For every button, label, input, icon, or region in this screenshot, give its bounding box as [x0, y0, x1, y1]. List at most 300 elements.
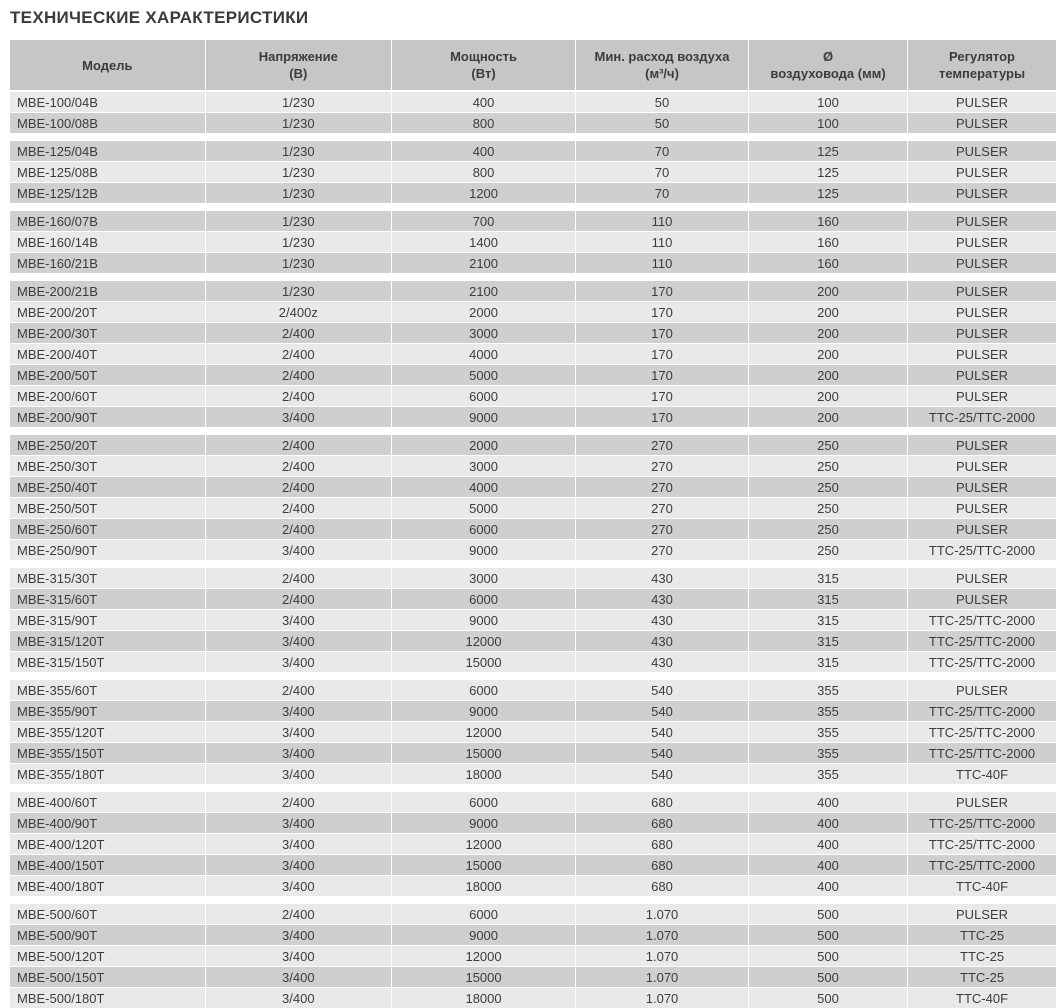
cell-diameter: 200 — [749, 365, 907, 385]
cell-airflow: 170 — [576, 302, 748, 322]
table-row — [10, 92, 1051, 112]
table-row — [10, 792, 1051, 812]
cell-diameter: 160 — [749, 253, 907, 273]
table-row — [10, 498, 1051, 518]
cell-airflow: 430 — [576, 631, 748, 651]
cell-voltage: 2/400 — [206, 365, 391, 385]
cell-model: MBE-355/120T — [10, 722, 205, 742]
cell-voltage: 2/400 — [206, 792, 391, 812]
table-row — [10, 925, 1051, 945]
table-body — [10, 92, 1051, 1008]
cell-power: 700 — [392, 211, 575, 231]
cell-diameter: 200 — [749, 344, 907, 364]
table-row — [10, 722, 1051, 742]
cell-regulator: TTC-25/TTC-2000 — [908, 722, 1056, 742]
column-header-regulator-line: Регулятор — [949, 49, 1016, 64]
cell-regulator: PULSER — [908, 253, 1056, 273]
column-header-airflow-line: (м³/ч) — [645, 66, 679, 81]
cell-voltage: 3/400 — [206, 813, 391, 833]
cell-voltage: 3/400 — [206, 967, 391, 987]
table-row — [10, 813, 1051, 833]
table-row — [10, 365, 1051, 385]
cell-model: MBE-315/150T — [10, 652, 205, 672]
cell-voltage: 1/230 — [206, 232, 391, 252]
table-row — [10, 946, 1051, 966]
column-header-diameter — [749, 40, 907, 90]
cell-airflow: 110 — [576, 253, 748, 273]
cell-regulator: PULSER — [908, 477, 1056, 497]
cell-regulator: PULSER — [908, 456, 1056, 476]
cell-diameter: 315 — [749, 568, 907, 588]
table-row — [10, 540, 1051, 560]
table-row — [10, 281, 1051, 301]
cell-power: 6000 — [392, 792, 575, 812]
cell-regulator: PULSER — [908, 162, 1056, 182]
cell-airflow: 680 — [576, 813, 748, 833]
cell-power: 4000 — [392, 344, 575, 364]
cell-diameter: 355 — [749, 764, 907, 784]
table-row — [10, 743, 1051, 763]
cell-voltage: 3/400 — [206, 743, 391, 763]
cell-power: 9000 — [392, 925, 575, 945]
cell-voltage: 3/400 — [206, 988, 391, 1008]
cell-diameter: 400 — [749, 813, 907, 833]
cell-voltage: 1/230 — [206, 253, 391, 273]
cell-airflow: 540 — [576, 680, 748, 700]
cell-regulator: TTC-25/TTC-2000 — [908, 610, 1056, 630]
cell-voltage: 2/400 — [206, 498, 391, 518]
table-row — [10, 834, 1051, 854]
cell-voltage: 2/400 — [206, 435, 391, 455]
page-title: ТЕХНИЧЕСКИЕ ХАРАКТЕРИСТИКИ — [10, 8, 309, 27]
table-row — [10, 701, 1051, 721]
column-header-voltage-line: Напряжение — [258, 49, 338, 64]
cell-model: MBE-400/180T — [10, 876, 205, 896]
table-row — [10, 855, 1051, 875]
cell-regulator: TTC-25/TTC-2000 — [908, 855, 1056, 875]
cell-airflow: 270 — [576, 519, 748, 539]
group-separator — [10, 785, 1051, 792]
cell-regulator: PULSER — [908, 183, 1056, 203]
cell-regulator: PULSER — [908, 680, 1056, 700]
cell-power: 9000 — [392, 701, 575, 721]
cell-power: 15000 — [392, 743, 575, 763]
cell-voltage: 3/400 — [206, 540, 391, 560]
cell-model: MBE-500/180T — [10, 988, 205, 1008]
cell-model: MBE-100/04B — [10, 92, 205, 112]
table-row — [10, 876, 1051, 896]
cell-diameter: 355 — [749, 722, 907, 742]
cell-voltage: 2/400 — [206, 456, 391, 476]
column-header-voltage-line: (В) — [289, 66, 308, 81]
column-header-diameter-line: Ø — [822, 49, 834, 64]
cell-diameter: 315 — [749, 589, 907, 609]
cell-model: MBE-250/60T — [10, 519, 205, 539]
cell-model: MBE-200/20T — [10, 302, 205, 322]
cell-regulator: PULSER — [908, 498, 1056, 518]
column-header-regulator — [908, 40, 1056, 90]
cell-airflow: 540 — [576, 722, 748, 742]
cell-diameter: 250 — [749, 456, 907, 476]
cell-model: MBE-200/30T — [10, 323, 205, 343]
cell-model: MBE-355/150T — [10, 743, 205, 763]
cell-regulator: PULSER — [908, 519, 1056, 539]
cell-power: 2000 — [392, 435, 575, 455]
cell-model: MBE-355/60T — [10, 680, 205, 700]
cell-diameter: 500 — [749, 967, 907, 987]
cell-power: 3000 — [392, 323, 575, 343]
cell-power: 9000 — [392, 610, 575, 630]
cell-airflow: 540 — [576, 701, 748, 721]
cell-voltage: 1/230 — [206, 113, 391, 133]
cell-airflow: 170 — [576, 344, 748, 364]
cell-airflow: 170 — [576, 281, 748, 301]
cell-voltage: 1/230 — [206, 211, 391, 231]
cell-voltage: 3/400 — [206, 610, 391, 630]
cell-voltage: 2/400 — [206, 519, 391, 539]
cell-voltage: 1/230 — [206, 141, 391, 161]
cell-power: 800 — [392, 162, 575, 182]
cell-diameter: 200 — [749, 323, 907, 343]
cell-voltage: 1/230 — [206, 92, 391, 112]
cell-model: MBE-125/04B — [10, 141, 205, 161]
column-header-airflow-line: Мин. расход воздуха — [594, 49, 730, 64]
cell-power: 400 — [392, 141, 575, 161]
table-row — [10, 232, 1051, 252]
cell-diameter: 250 — [749, 498, 907, 518]
cell-voltage: 3/400 — [206, 855, 391, 875]
cell-airflow: 170 — [576, 407, 748, 427]
cell-model: MBE-125/12B — [10, 183, 205, 203]
cell-power: 18000 — [392, 876, 575, 896]
cell-power: 9000 — [392, 540, 575, 560]
cell-airflow: 270 — [576, 498, 748, 518]
cell-airflow: 50 — [576, 113, 748, 133]
cell-power: 6000 — [392, 680, 575, 700]
cell-diameter: 200 — [749, 386, 907, 406]
group-separator — [10, 274, 1051, 281]
column-header-diameter-line: воздуховода (мм) — [770, 66, 886, 81]
cell-power: 6000 — [392, 386, 575, 406]
cell-diameter: 200 — [749, 302, 907, 322]
cell-airflow: 430 — [576, 652, 748, 672]
cell-voltage: 3/400 — [206, 764, 391, 784]
cell-power: 800 — [392, 113, 575, 133]
cell-regulator: PULSER — [908, 435, 1056, 455]
cell-model: MBE-200/21B — [10, 281, 205, 301]
cell-airflow: 70 — [576, 162, 748, 182]
cell-regulator: PULSER — [908, 904, 1056, 924]
cell-model: MBE-250/40T — [10, 477, 205, 497]
cell-airflow: 430 — [576, 568, 748, 588]
cell-regulator: PULSER — [908, 792, 1056, 812]
column-header-voltage — [206, 40, 391, 90]
cell-regulator: TTC-25/TTC-2000 — [908, 813, 1056, 833]
cell-diameter: 315 — [749, 631, 907, 651]
cell-airflow: 110 — [576, 232, 748, 252]
cell-power: 12000 — [392, 722, 575, 742]
group-separator — [10, 673, 1051, 680]
cell-model: MBE-400/120T — [10, 834, 205, 854]
cell-regulator: PULSER — [908, 281, 1056, 301]
cell-voltage: 3/400 — [206, 946, 391, 966]
table-row — [10, 302, 1051, 322]
cell-power: 1400 — [392, 232, 575, 252]
table-row — [10, 477, 1051, 497]
cell-diameter: 315 — [749, 652, 907, 672]
table-row — [10, 988, 1051, 1008]
cell-voltage: 1/230 — [206, 162, 391, 182]
cell-regulator: PULSER — [908, 211, 1056, 231]
cell-diameter: 250 — [749, 435, 907, 455]
cell-diameter: 100 — [749, 113, 907, 133]
cell-model: MBE-400/90T — [10, 813, 205, 833]
table-row — [10, 589, 1051, 609]
cell-model: MBE-315/30T — [10, 568, 205, 588]
cell-voltage: 1/230 — [206, 281, 391, 301]
cell-diameter: 355 — [749, 701, 907, 721]
cell-power: 9000 — [392, 813, 575, 833]
table-row — [10, 162, 1051, 182]
cell-airflow: 680 — [576, 792, 748, 812]
cell-voltage: 3/400 — [206, 652, 391, 672]
cell-airflow: 70 — [576, 141, 748, 161]
cell-regulator: TTC-40F — [908, 876, 1056, 896]
cell-diameter: 315 — [749, 610, 907, 630]
group-separator — [10, 561, 1051, 568]
cell-model: MBE-315/120T — [10, 631, 205, 651]
cell-airflow: 430 — [576, 589, 748, 609]
cell-power: 6000 — [392, 904, 575, 924]
cell-diameter: 400 — [749, 855, 907, 875]
table-row — [10, 113, 1051, 133]
cell-diameter: 500 — [749, 988, 907, 1008]
cell-airflow: 1.070 — [576, 988, 748, 1008]
cell-model: MBE-250/90T — [10, 540, 205, 560]
table-row — [10, 568, 1051, 588]
table-row — [10, 141, 1051, 161]
cell-airflow: 270 — [576, 456, 748, 476]
column-header-power-line: Мощность — [450, 49, 518, 64]
cell-diameter: 160 — [749, 211, 907, 231]
cell-airflow: 1.070 — [576, 925, 748, 945]
table-header-row — [10, 40, 1051, 90]
cell-regulator: TTC-25/TTC-2000 — [908, 540, 1056, 560]
cell-diameter: 500 — [749, 904, 907, 924]
cell-power: 12000 — [392, 631, 575, 651]
cell-regulator: TTC-25/TTC-2000 — [908, 743, 1056, 763]
table-row — [10, 680, 1051, 700]
cell-airflow: 1.070 — [576, 946, 748, 966]
cell-model: MBE-200/90T — [10, 407, 205, 427]
cell-airflow: 170 — [576, 386, 748, 406]
cell-voltage: 2/400 — [206, 568, 391, 588]
cell-model: MBE-125/08B — [10, 162, 205, 182]
cell-voltage: 3/400 — [206, 631, 391, 651]
cell-model: MBE-355/90T — [10, 701, 205, 721]
cell-model: MBE-100/08B — [10, 113, 205, 133]
cell-airflow: 270 — [576, 435, 748, 455]
cell-airflow: 1.070 — [576, 967, 748, 987]
group-separator — [10, 204, 1051, 211]
table-row — [10, 211, 1051, 231]
cell-regulator: PULSER — [908, 92, 1056, 112]
cell-diameter: 200 — [749, 281, 907, 301]
cell-voltage: 2/400 — [206, 386, 391, 406]
cell-voltage: 3/400 — [206, 876, 391, 896]
cell-regulator: PULSER — [908, 365, 1056, 385]
table-row — [10, 253, 1051, 273]
table-row — [10, 323, 1051, 343]
cell-airflow: 70 — [576, 183, 748, 203]
cell-regulator: PULSER — [908, 141, 1056, 161]
cell-diameter: 100 — [749, 92, 907, 112]
cell-airflow: 540 — [576, 743, 748, 763]
cell-regulator: PULSER — [908, 386, 1056, 406]
specifications-table — [10, 40, 1051, 1008]
column-header-power — [392, 40, 575, 90]
table-row — [10, 183, 1051, 203]
table-row — [10, 967, 1051, 987]
cell-diameter: 355 — [749, 680, 907, 700]
cell-regulator: PULSER — [908, 113, 1056, 133]
cell-model: MBE-355/180T — [10, 764, 205, 784]
cell-power: 4000 — [392, 477, 575, 497]
cell-voltage: 3/400 — [206, 701, 391, 721]
cell-regulator: TTC-25/TTC-2000 — [908, 834, 1056, 854]
cell-diameter: 125 — [749, 183, 907, 203]
cell-airflow: 1.070 — [576, 904, 748, 924]
cell-power: 6000 — [392, 519, 575, 539]
cell-diameter: 200 — [749, 407, 907, 427]
table-row — [10, 631, 1051, 651]
cell-power: 15000 — [392, 652, 575, 672]
column-header-power-line: (Вт) — [471, 66, 496, 81]
cell-voltage: 3/400 — [206, 407, 391, 427]
cell-airflow: 270 — [576, 477, 748, 497]
cell-power: 2100 — [392, 253, 575, 273]
cell-voltage: 2/400 — [206, 589, 391, 609]
cell-airflow: 680 — [576, 834, 748, 854]
cell-diameter: 125 — [749, 141, 907, 161]
cell-voltage: 2/400z — [206, 302, 391, 322]
cell-power: 12000 — [392, 946, 575, 966]
cell-voltage: 2/400 — [206, 344, 391, 364]
cell-diameter: 500 — [749, 925, 907, 945]
cell-airflow: 270 — [576, 540, 748, 560]
cell-airflow: 680 — [576, 855, 748, 875]
cell-regulator: PULSER — [908, 568, 1056, 588]
table-row — [10, 904, 1051, 924]
cell-model: MBE-500/90T — [10, 925, 205, 945]
cell-model: MBE-500/120T — [10, 946, 205, 966]
table-row — [10, 344, 1051, 364]
cell-model: MBE-315/60T — [10, 589, 205, 609]
table-row — [10, 456, 1051, 476]
cell-diameter: 250 — [749, 540, 907, 560]
cell-voltage: 2/400 — [206, 323, 391, 343]
table-row — [10, 386, 1051, 406]
column-header-regulator-line: температуры — [938, 66, 1026, 81]
cell-voltage: 3/400 — [206, 925, 391, 945]
cell-airflow: 430 — [576, 610, 748, 630]
cell-regulator: TTC-25/TTC-2000 — [908, 631, 1056, 651]
cell-regulator: TTC-25/TTC-2000 — [908, 652, 1056, 672]
cell-diameter: 250 — [749, 519, 907, 539]
cell-diameter: 400 — [749, 834, 907, 854]
cell-regulator: TTC-25/TTC-2000 — [908, 407, 1056, 427]
cell-power: 12000 — [392, 834, 575, 854]
cell-voltage: 2/400 — [206, 477, 391, 497]
group-separator — [10, 897, 1051, 904]
table-row — [10, 519, 1051, 539]
cell-regulator: TTC-25/TTC-2000 — [908, 701, 1056, 721]
cell-regulator: PULSER — [908, 302, 1056, 322]
cell-model: MBE-500/60T — [10, 904, 205, 924]
cell-airflow: 170 — [576, 365, 748, 385]
cell-power: 5000 — [392, 498, 575, 518]
group-separator — [10, 134, 1051, 141]
cell-model: MBE-250/50T — [10, 498, 205, 518]
cell-power: 18000 — [392, 988, 575, 1008]
cell-regulator: PULSER — [908, 344, 1056, 364]
table-row — [10, 610, 1051, 630]
cell-regulator: PULSER — [908, 232, 1056, 252]
cell-power: 3000 — [392, 568, 575, 588]
table-row — [10, 435, 1051, 455]
cell-voltage: 2/400 — [206, 904, 391, 924]
cell-model: MBE-160/14B — [10, 232, 205, 252]
cell-regulator: TTC-25 — [908, 946, 1056, 966]
cell-model: MBE-160/21B — [10, 253, 205, 273]
cell-model: MBE-200/60T — [10, 386, 205, 406]
cell-diameter: 400 — [749, 792, 907, 812]
cell-power: 400 — [392, 92, 575, 112]
table-row — [10, 652, 1051, 672]
cell-regulator: TTC-25 — [908, 925, 1056, 945]
cell-model: MBE-500/150T — [10, 967, 205, 987]
table-row — [10, 764, 1051, 784]
cell-airflow: 540 — [576, 764, 748, 784]
cell-model: MBE-250/30T — [10, 456, 205, 476]
cell-model: MBE-200/40T — [10, 344, 205, 364]
cell-power: 15000 — [392, 967, 575, 987]
cell-airflow: 110 — [576, 211, 748, 231]
column-header-airflow — [576, 40, 748, 90]
cell-power: 18000 — [392, 764, 575, 784]
cell-regulator: TTC-40F — [908, 988, 1056, 1008]
cell-regulator: PULSER — [908, 589, 1056, 609]
cell-power: 1200 — [392, 183, 575, 203]
column-header-model-line: Модель — [82, 57, 133, 73]
cell-regulator: TTC-25 — [908, 967, 1056, 987]
column-header-model — [10, 40, 205, 90]
cell-model: MBE-315/90T — [10, 610, 205, 630]
cell-regulator: TTC-40F — [908, 764, 1056, 784]
cell-model: MBE-200/50T — [10, 365, 205, 385]
cell-voltage: 2/400 — [206, 680, 391, 700]
cell-power: 2100 — [392, 281, 575, 301]
cell-diameter: 250 — [749, 477, 907, 497]
cell-model: MBE-400/150T — [10, 855, 205, 875]
cell-model: MBE-400/60T — [10, 792, 205, 812]
cell-power: 2000 — [392, 302, 575, 322]
cell-airflow: 680 — [576, 876, 748, 896]
cell-power: 15000 — [392, 855, 575, 875]
cell-model: MBE-160/07B — [10, 211, 205, 231]
cell-diameter: 400 — [749, 876, 907, 896]
cell-power: 5000 — [392, 365, 575, 385]
